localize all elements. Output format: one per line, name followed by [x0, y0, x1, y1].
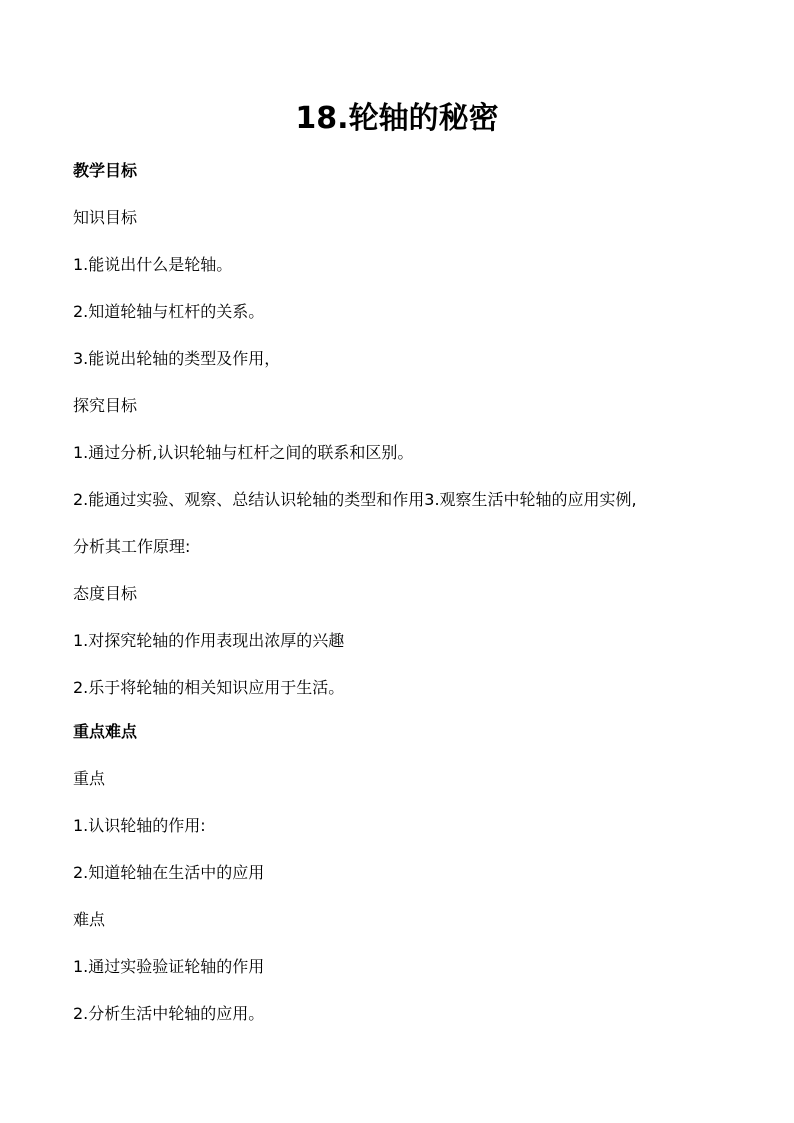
list-item: 2.知道轮轴在生活中的应用 [73, 863, 265, 882]
list-item: 2.知道轮轴与杠杆的关系。 [73, 302, 265, 321]
subheading-difficult-points: 难点 [73, 910, 106, 929]
list-item: 1.能说出什么是轮轴。 [73, 255, 233, 274]
section-heading-key-difficult-points: 重点难点 [73, 722, 138, 741]
subheading-attitude-goals: 态度目标 [73, 584, 138, 603]
list-item-continuation: 分析其工作原理: [73, 537, 191, 556]
list-item: 2.分析生活中轮轴的应用。 [73, 1004, 265, 1023]
subheading-inquiry-goals: 探究目标 [73, 396, 138, 415]
list-item: 1.认识轮轴的作用: [73, 816, 206, 835]
document-title: 18.轮轴的秘密 [295, 101, 499, 136]
subheading-key-points: 重点 [73, 769, 106, 788]
section-heading-teaching-goals: 教学目标 [73, 161, 138, 180]
list-item: 1.通过实验验证轮轴的作用 [73, 957, 265, 976]
subheading-knowledge-goals: 知识目标 [73, 208, 138, 227]
list-item: 2.能通过实验、观察、总结认识轮轴的类型和作用3.观察生活中轮轴的应用实例, [73, 490, 637, 509]
list-item: 2.乐于将轮轴的相关知识应用于生活。 [73, 678, 345, 697]
list-item: 1.通过分析,认识轮轴与杠杆之间的联系和区别。 [73, 443, 414, 462]
list-item: 3.能说出轮轴的类型及作用， [73, 349, 281, 368]
list-item: 1.对探究轮轴的作用表现出浓厚的兴趣 [73, 631, 345, 650]
